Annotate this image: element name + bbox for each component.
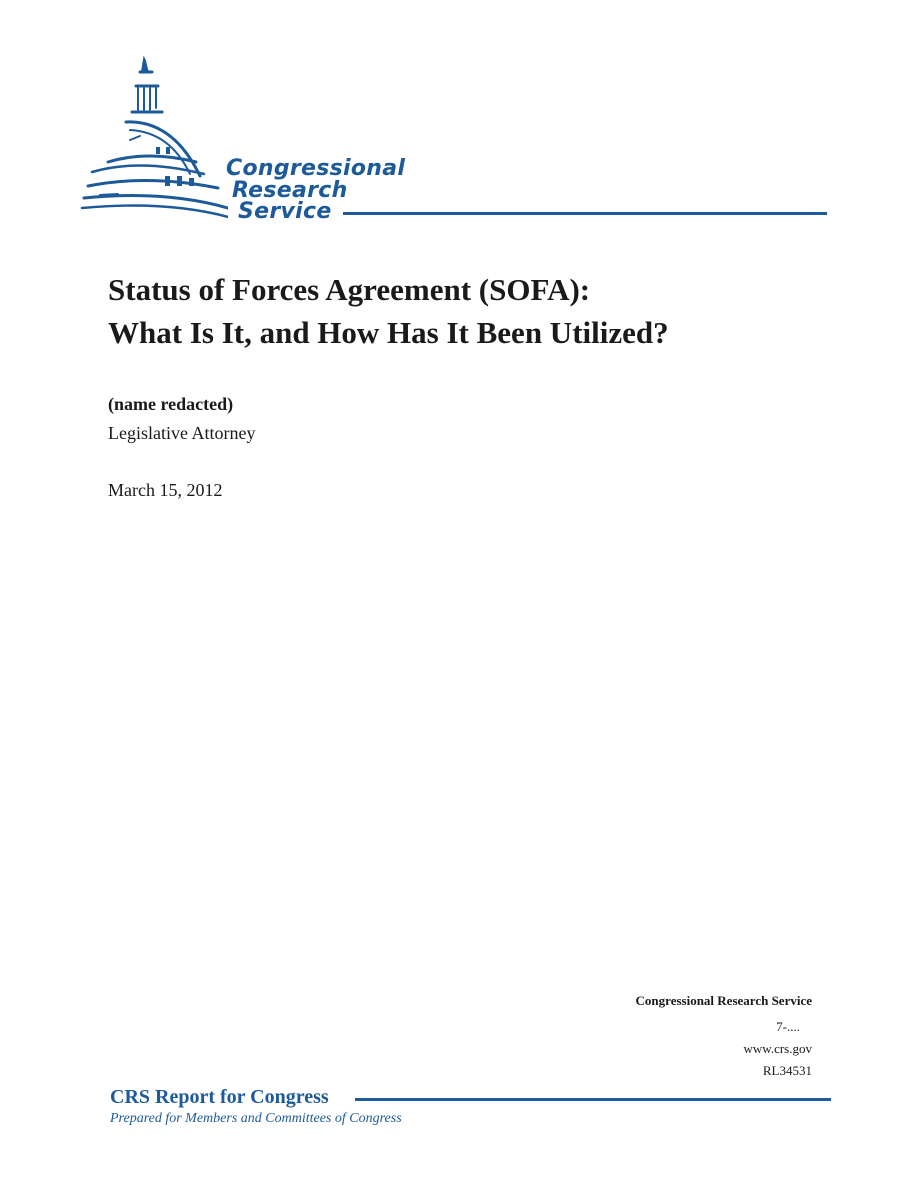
- document-title: [108, 268, 669, 354]
- author-name: (name redacted): [108, 394, 234, 414]
- title-line-2: What Is It, and How Has It Been Utilized?: [108, 315, 669, 350]
- author-role: Legislative Attorney: [108, 423, 256, 443]
- publisher-name: Congressional Research Service: [635, 993, 812, 1008]
- logo-text-service: Service: [238, 199, 332, 224]
- prepared-for-text: Prepared for Members and Committees of Congress: [110, 1111, 402, 1126]
- publisher-url[interactable]: www.crs.gov: [743, 1041, 812, 1056]
- logo-text-congressional: Congressional: [226, 156, 406, 181]
- title-line-1: Status of Forces Agreement (SOFA):: [108, 272, 591, 307]
- publisher-code: 7-....: [776, 1019, 800, 1034]
- crs-logo: [78, 50, 838, 230]
- logo-rule: [343, 212, 827, 215]
- footer-rule: [355, 1098, 831, 1101]
- report-label: CRS Report for Congress: [110, 1086, 329, 1108]
- report-id: RL34531: [762, 1063, 812, 1078]
- publication-date: March 15, 2012: [108, 480, 223, 500]
- capitol-dome-icon: [78, 50, 228, 230]
- logo-text-research: Research: [232, 178, 348, 203]
